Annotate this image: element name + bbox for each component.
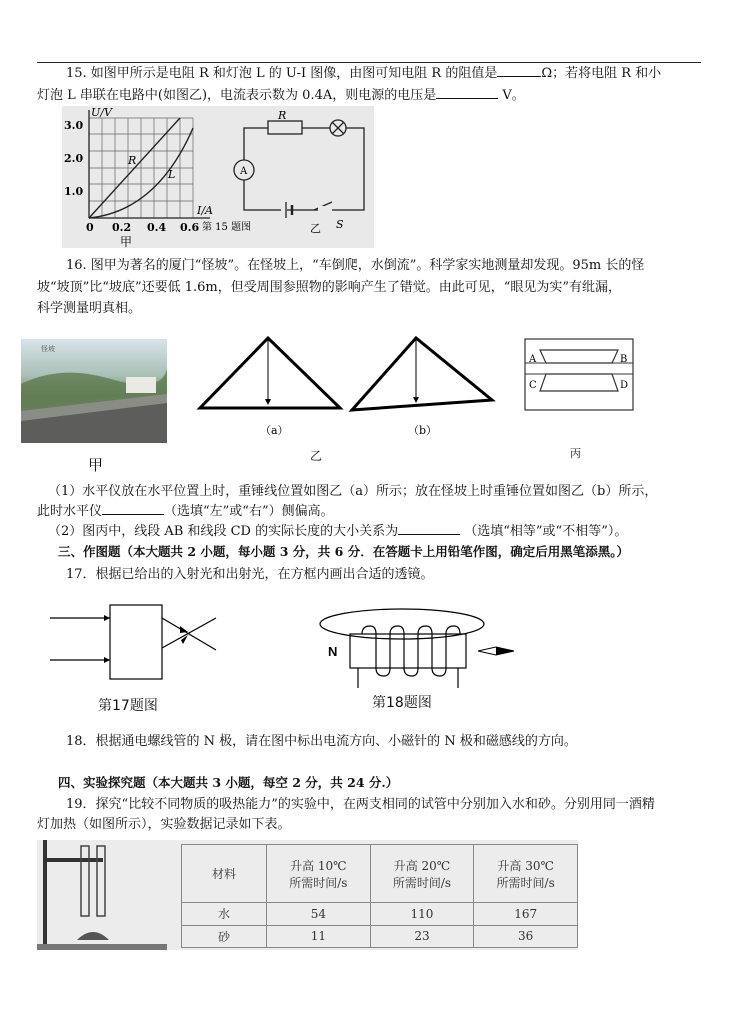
- n-pole-label: N: [328, 644, 338, 659]
- q15-line2: [37, 86, 525, 105]
- q16-caption-bing: 丙: [570, 447, 581, 460]
- q16-caption-yi: 乙: [310, 449, 323, 463]
- q15-caption-jia: 甲: [120, 235, 133, 248]
- section3-title: 三、作图题（本大题共 2 小题，每小题 3 分，共 6 分．在答题卡上用铅笔作图，确定后用黑笔添黑。）: [58, 544, 629, 559]
- cell-value: 167: [474, 903, 578, 926]
- cell-value: 110: [370, 903, 474, 926]
- level-b: [352, 338, 492, 410]
- section4-title: 四、实验探究题（本大题共 3 小题，每空 2 分，共 24 分.）: [58, 775, 399, 790]
- q17-text: 17．根据已给出的入射光和出射光，在方框内画出合适的透镜。: [66, 567, 434, 582]
- q16-sub1-line2: [37, 502, 334, 521]
- level-a: [200, 338, 340, 408]
- table-header-30: 升高 30℃ 所需时间/s: [474, 845, 578, 903]
- q15-blank2[interactable]: [436, 86, 498, 99]
- slope-photo: [21, 339, 167, 443]
- segment-ab-shape: [540, 350, 618, 363]
- q15-text2-tail: V。: [502, 88, 525, 103]
- q15-circuit-r: R: [278, 109, 287, 122]
- cell-material: 水: [182, 903, 267, 926]
- cell-material: 砂: [182, 925, 267, 948]
- table-header-material: 材料: [182, 845, 267, 903]
- q15-ytick-3: 3.0: [64, 119, 84, 132]
- q15-ytick-1: 1.0: [64, 185, 84, 198]
- q15-figure: [62, 106, 374, 248]
- q16-caption-jia: 甲: [88, 456, 104, 474]
- q15-y-label: U/V: [91, 106, 112, 119]
- top-rule: [37, 62, 701, 63]
- table-header-20: 升高 20℃ 所需时间/s: [370, 845, 474, 903]
- q16-sub1-text-b: （选填“左”或“右”）侧偏高。: [164, 504, 334, 519]
- q16-sub2: [48, 522, 627, 541]
- cell-value: 54: [267, 903, 371, 926]
- label-a: （a）: [260, 424, 289, 437]
- q15-xtick-02: 0.2: [112, 221, 132, 234]
- fig18-caption: 第18题图: [372, 695, 432, 711]
- q16-blank2[interactable]: [398, 522, 460, 535]
- q15-line1: [66, 64, 661, 83]
- fig17-caption: 第17题图: [98, 698, 158, 714]
- label-B: B: [620, 354, 628, 365]
- q15-xtick-06: 0.6: [180, 221, 200, 234]
- illusion-figure: [524, 338, 636, 412]
- cell-value: 36: [474, 925, 578, 948]
- plumb-bob-b: [413, 397, 419, 403]
- cell-value: 23: [370, 925, 474, 948]
- q16-sub2-text-a: （2）图丙中，线段 AB 和线段 CD 的实际长度的大小关系为: [48, 524, 399, 539]
- plumb-bob-a: [265, 399, 271, 405]
- q15-caption-yi: 乙: [310, 222, 321, 235]
- q16-line1: 16. 图甲为著名的厦门“怪坡”。在怪坡上，“车倒爬，水倒流”。科学家实地测量却发现。95m 长的怪: [66, 258, 645, 273]
- q18-figure: [318, 604, 526, 690]
- label-A: A: [529, 354, 537, 365]
- label-D: D: [620, 380, 629, 391]
- q15-x-label: I/A: [197, 204, 213, 217]
- alcohol-lamp-apparatus-icon: [37, 840, 167, 950]
- segment-cd-shape: [540, 374, 618, 391]
- table-header-10: 升高 10℃ 所需时间/s: [267, 845, 371, 903]
- q16-sub2-text-b: （选填“相等”或“不相等”）。: [464, 524, 628, 539]
- q15-label-l: L: [168, 168, 176, 181]
- q19-data-table: [181, 844, 578, 948]
- q16-sub1-text-a: 此时水平仪: [37, 504, 103, 519]
- ammeter-icon: A: [240, 166, 248, 177]
- level-figures: [190, 330, 510, 440]
- q15-text1-tail: Ω；若将电阻 R 和小: [541, 66, 662, 81]
- q15-xtick-04: 0.4: [147, 221, 167, 234]
- q16-sub1-line1: （1）水平仪放在水平位置上时，重锤线位置如图乙（a）所示；放在怪坡上时重锤位置如图乙（b）所示，: [48, 484, 658, 499]
- q15-text2: 灯泡 L 串联在电路中(如图乙)，电流表示数为 0.4A，则电源的电压是: [37, 88, 437, 103]
- table-row: [182, 925, 578, 948]
- q15-xtick-0: 0: [86, 221, 94, 234]
- q15-label-r: R: [128, 154, 137, 167]
- q15-ytick-2: 2.0: [64, 152, 84, 165]
- q15-text1: 15. 如图甲所示是电阻 R 和灯泡 L 的 U-I 图像，由图可知电阻 R 的阻值是: [66, 66, 498, 81]
- photo-watermark: 怪坡: [41, 345, 55, 353]
- q17-lens-box: [110, 605, 162, 679]
- q15-switch-label: S: [336, 218, 344, 231]
- q19-photo: [37, 840, 578, 950]
- q15-caption-fig: 第 15 题图: [202, 222, 252, 233]
- table-row: [182, 903, 578, 926]
- q16-line2: 坡“坡顶”比“坡底”还要低 1.6m，但受周围参照物的影响产生了错觉。由此可见，“眼见为实”有纰漏，: [37, 280, 622, 295]
- q17-figure: [46, 600, 246, 686]
- q15-blank1[interactable]: [497, 64, 541, 77]
- label-b: （b）: [408, 424, 438, 437]
- q19-line2: 灯加热（如图所示），实验数据记录如下表。: [37, 817, 291, 832]
- label-C: C: [529, 380, 537, 391]
- q19-line1: 19．探究“比较不同物质的吸热能力”的实验中，在两支相同的试管中分别加入水和砂。分别用同一酒精: [66, 797, 655, 812]
- cell-value: 11: [267, 925, 371, 948]
- q16-line3: 科学测量明真相。: [37, 301, 142, 316]
- q18-text: 18．根据通电螺线管的 N 极，请在图中标出电流方向、小磁针的 N 极和磁感线的方向。: [66, 734, 577, 749]
- q16-blank1[interactable]: [102, 502, 164, 515]
